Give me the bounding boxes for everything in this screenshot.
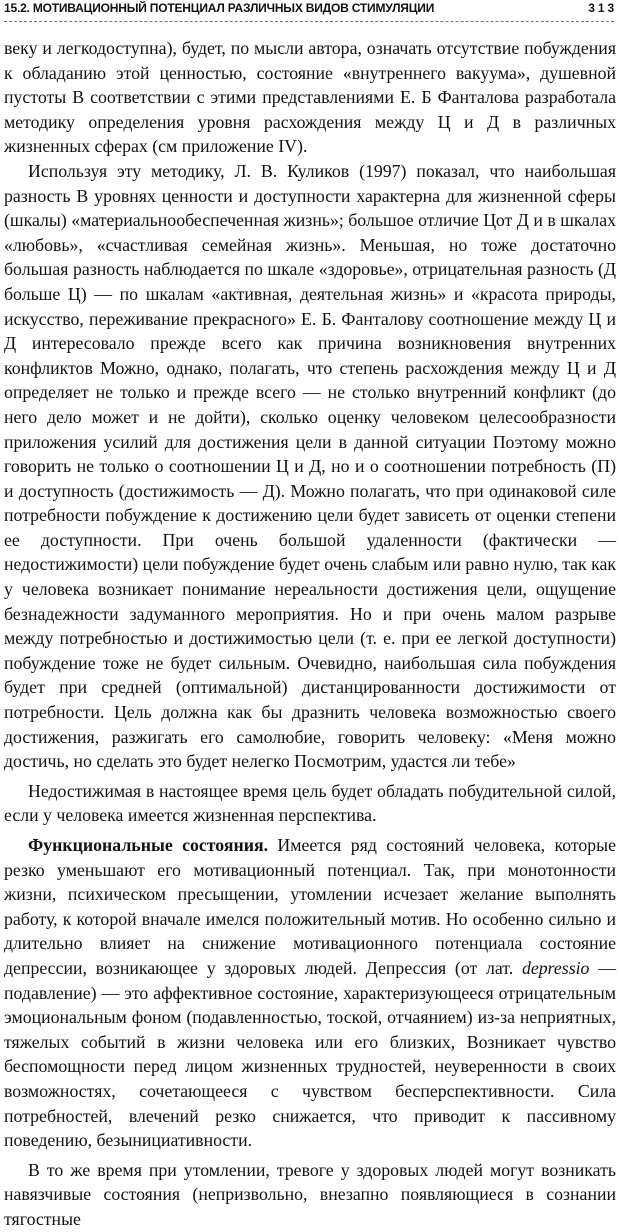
page-number: 3 1 3 xyxy=(588,1,614,15)
body-text xyxy=(4,36,616,1232)
run-in-heading: Функциональные состояния. xyxy=(28,835,269,855)
paragraph-obsessive-states: В то же время при утомлении, тревоге у здоровых людей могут возникать навязчивые состояния (непризвольно, внезапно появляющиеся в сознании тягостные xyxy=(4,1159,616,1229)
running-head xyxy=(4,1,614,17)
paragraph-continued: веку и легкодоступна), будет, по мысли автора, означать отсутствие побуждения к обладанию этой ценностью, состояние «внутреннего вакуума», душевной пустоты В соответствии с этими представлениями Е. Б Фанталова разработала методику определения уровня расхождения между Ц и Д в различных жизненных сферах (см приложение IV). xyxy=(4,38,616,157)
latin-term: depressio xyxy=(521,957,590,978)
paragraph-perspective: Недостижимая в настоящее время цель будет обладать побудительной силой, если у человека имеется жизненная перспектива. xyxy=(4,780,616,826)
section-title: 15.2. МОТИВАЦИОННЫЙ ПОТЕНЦИАЛ РАЗЛИЧНЫХ ВИДОВ СТИМУЛЯЦИИ xyxy=(4,1,435,15)
paragraph-text: — подавление) — это аффективное состояние, характеризующееся отрицательным эмоциональным фоном (подавленностью, тоской, отчаянием) из-за неприятных, тяжелых событий в жизни человека или его близких, Возникает чувство беспомощности перед лицом жизненных трудностей, неуверенности в своих возможностях, сочетающееся с чувством бесперспективности. Сила потребностей, влечений резко снижается, что приводит к пассивному поведению, безынициативности. xyxy=(4,957,616,1151)
paragraph-text: Имеется ряд состояний человека, которые резко уменьшают его мотивационный потенциал. Так, при монотонности жизни, психическом пресыщении, утомлении исчезает желание выполнять работу, к которой вначале имелся положительный мотив. Но особенно сильно и длительно влияет на снижение мотивационного потенциала состояние депрессии, возникающее у здоровых людей. Депрессия (от лат. xyxy=(4,835,617,978)
header-rule xyxy=(4,21,614,22)
paragraph-functional-states xyxy=(4,833,616,1153)
paragraph-methodology: Используя эту методику, Л. В. Куликов (1997) показал, что наибольшая разность В уровнях ценности и доступности характерна для жизненной сферы (шкалы) «материальнообеспеченная жизнь»; большое отличие Цот Д и в шкалах «любовь», «счастливая семейная жизнь». Меньшая, но тоже достаточно большая разность наблюдается по шкале «здоровье», отрицательная разность (Д больше Ц) — по шкалам «активная, деятельная жизнь» и «красота природы, искусство, переживание прекрасного» Е. Б. Фанталову соотношение между Ц и Д интересовало прежде всего как причина возникновения внутренних конфликтов Можно, однако, полагать, что степень расхождения между Ц и Д определяет не только и прежде всего — не столько внутренний конфликт (до него дело может и не дойти), сколько оценку человеком целесообразности приложения усилий для достижения цели в данной ситуации Поэтому можно говорить не только о соотношении Ц и Д, но и о соотношении потребность (П) и доступность (достижимость — Д). Можно полагать, что при одинаковой силе потребности побуждение к достижению цели будет зависеть от оценки степени ее доступности. При очень большой удаленности (фактически — недостижимости) цели побуждение будет очень слабым или равно нулю, так как у человека возникает понимание нереальности достижения цели, ощущение безнадежности задуманного мероприятия. Но и при очень малом разрыве между потребностью и достижимостью цели (т. е. при ее легкой доступности) побуждение тоже не будет сильным. Очевидно, наибольшая сила побуждения будет при средней (оптимальной) дистанцированности достижимости от потребности. Цель должна как бы дразнить человека возможностью своего достижения, разжигать его самолюбие, говорить человеку: «Меня можно достичь, но сделать это будет нелегко Посмотрим, удастся ли тебе» xyxy=(4,160,616,772)
